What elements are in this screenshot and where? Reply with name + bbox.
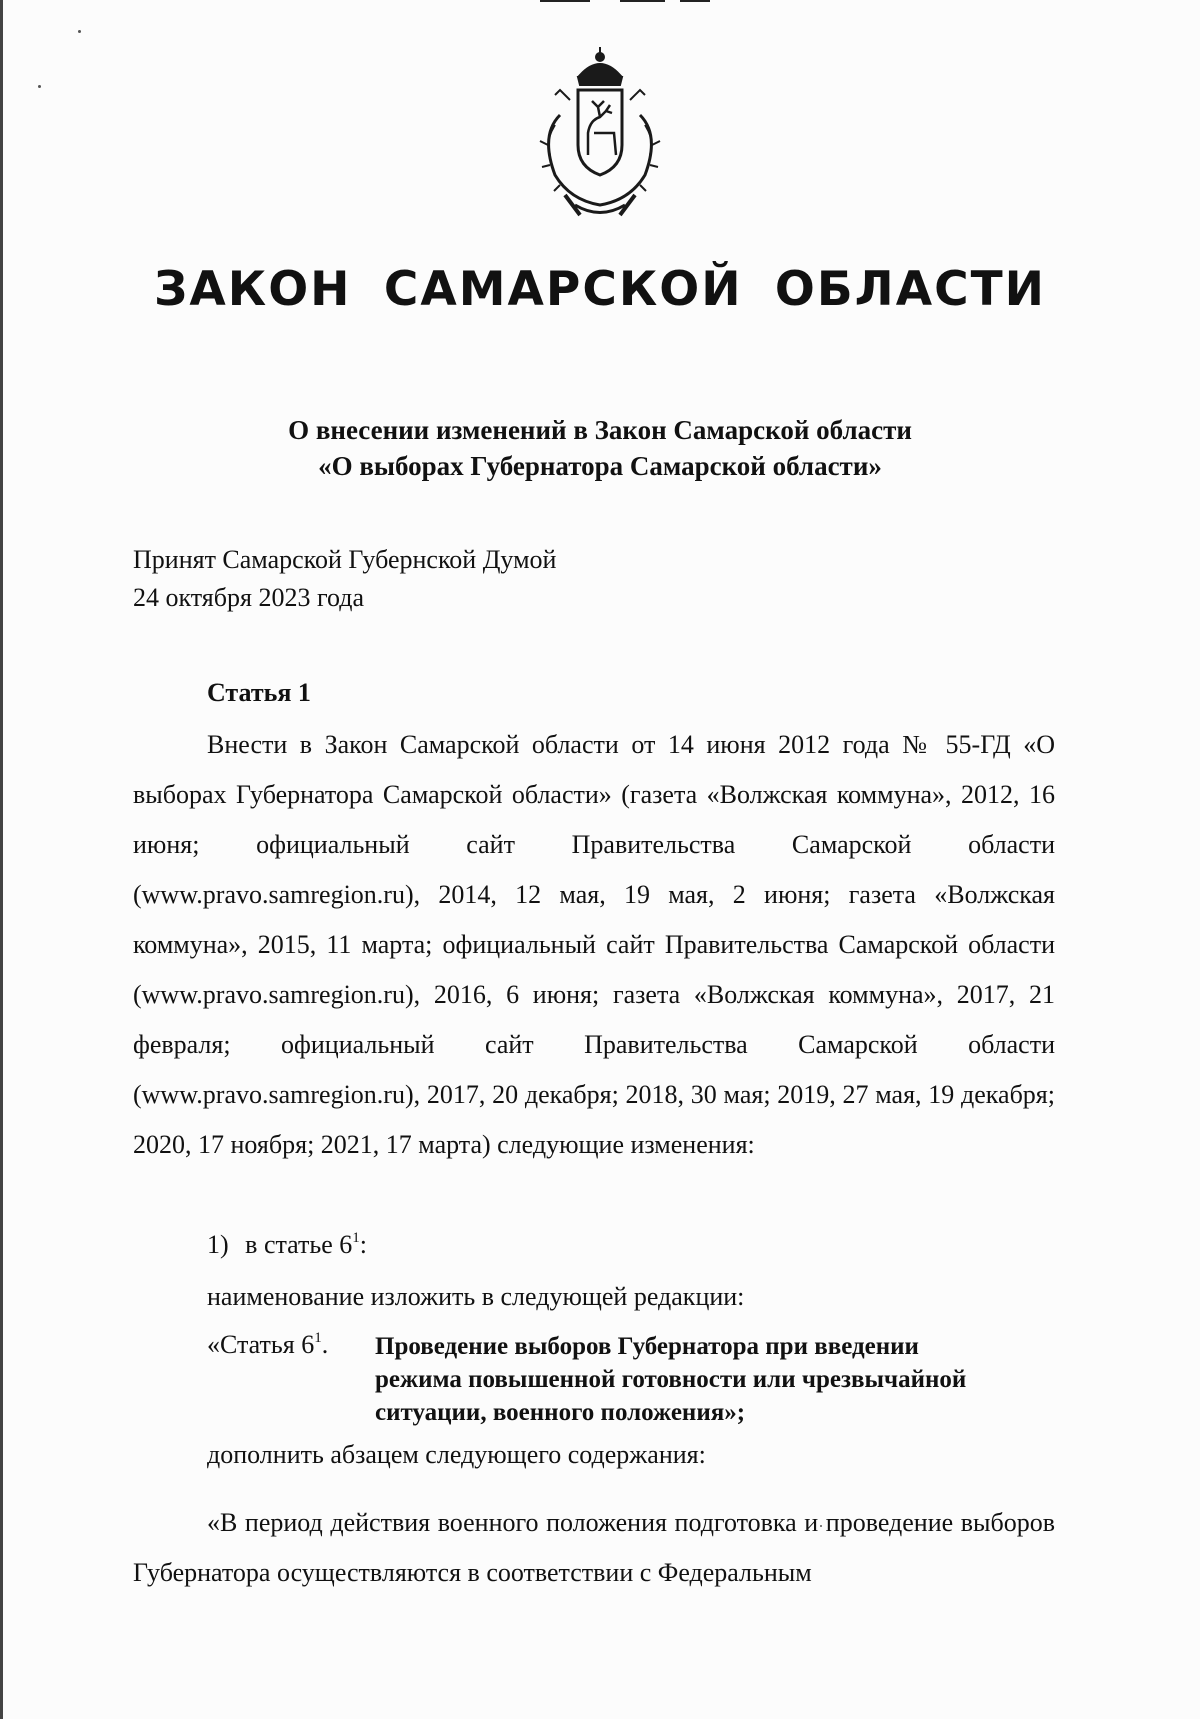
law-title: ЗАКОН САМАРСКОЙ ОБЛАСТИ	[154, 262, 1046, 317]
list-item-number: 1)	[207, 1230, 229, 1259]
scan-artifact	[540, 0, 590, 2]
scan-edge	[0, 0, 3, 1719]
new-article-title-line: ситуации, военного положения»;	[375, 1399, 746, 1426]
new-article-label-suffix: .	[321, 1330, 329, 1359]
law-subtitle	[0, 412, 1200, 484]
list-item-1	[207, 1230, 367, 1260]
new-article-label	[207, 1330, 328, 1360]
new-article-title-line: режима повышенной готовности или чрезвычайной	[375, 1366, 967, 1393]
samara-region-coat-of-arms-icon	[520, 45, 680, 225]
article-heading: Статья 1	[207, 678, 311, 707]
scan-artifact	[680, 0, 710, 2]
adoption-body: Принят Самарской Губернской Думой	[133, 545, 557, 574]
scan-speck	[78, 30, 81, 33]
new-article-title	[375, 1330, 1065, 1429]
list-item-text: в статье 6	[245, 1230, 353, 1259]
supplement-intro: дополнить абзацем следующего содержания:	[207, 1440, 706, 1469]
inserted-paragraph: «В период действия военного положения подготовка и проведение выборов Губернатора осуществляются в соответствии с Федеральным	[133, 1508, 1055, 1587]
adoption-info	[133, 541, 556, 617]
subtitle-line: О внесении изменений в Закон Самарской области	[288, 415, 912, 445]
scan-speck	[38, 85, 41, 88]
new-article-label-text: «Статья 6	[207, 1330, 315, 1359]
list-item-suffix: :	[359, 1230, 368, 1259]
scan-artifact	[620, 0, 665, 2]
naming-intro: наименование изложить в следующей редакции:	[207, 1282, 745, 1311]
list-item-superscript: 1	[352, 1230, 360, 1246]
adoption-date: 24 октября 2023 года	[133, 583, 364, 612]
new-article-title-line: Проведение выборов Губернатора при введении	[375, 1333, 919, 1360]
subtitle-line: «О выборах Губернатора Самарской области»	[318, 451, 882, 481]
article-body-paragraph: Внести в Закон Самарской области от 14 июня 2012 года № 55-ГД «О выборах Губернатора Самарской области» (газета «Волжская коммуна», 2012, 16 июня; официальный сайт Правительства Самарской области (www.pravo.samregion.ru), 2014, 12 мая, 19 мая, 2 июня; газета «Волжская коммуна», 2015, 11 марта; официальный сайт Правительства Самарской области (www.pravo.samregion.ru), 2016, 6 июня; газета «Волжская коммуна», 2017, 21 февраля; официальный сайт Правительства Самарской области (www.pravo.samregion.ru), 2017, 20 декабря; 2018, 30 мая; 2019, 27 мая, 19 декабря; 2020, 17 ноября; 2021, 17 марта) следующие изменения:	[133, 730, 1055, 1159]
new-article-label-superscript: 1	[314, 1330, 322, 1346]
